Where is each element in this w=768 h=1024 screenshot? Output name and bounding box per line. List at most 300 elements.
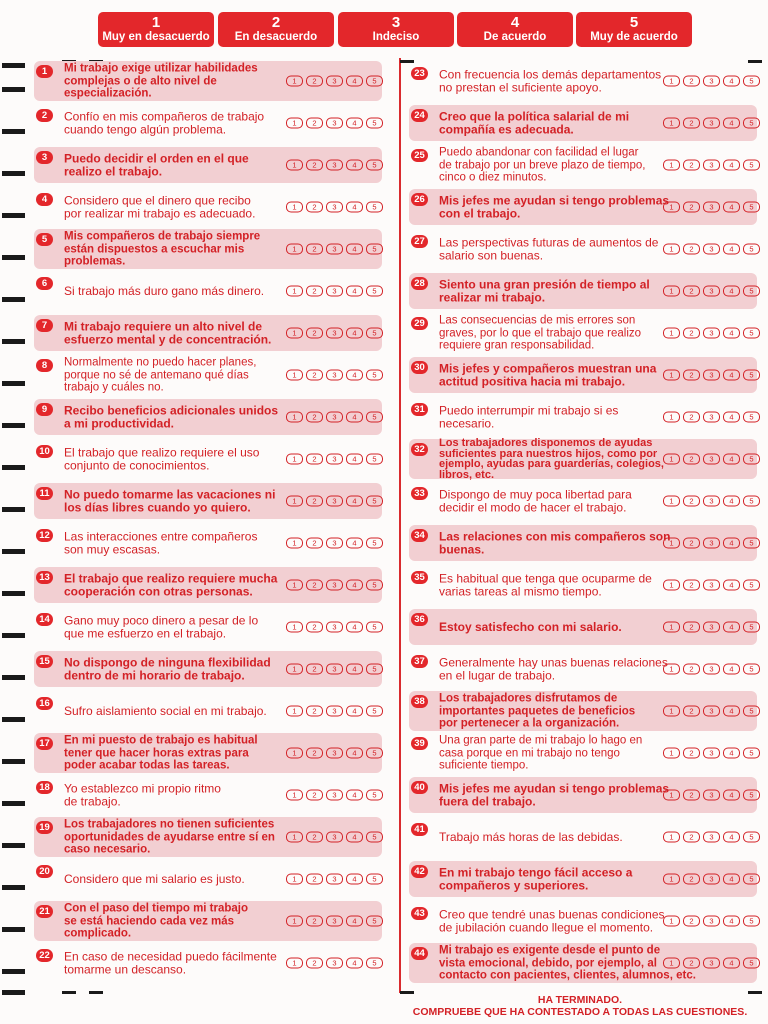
answer-bubble-5[interactable]: 5 [743, 370, 760, 381]
answer-bubble-5[interactable]: 5 [366, 874, 383, 885]
answer-bubble-group [286, 580, 383, 591]
answer-bubble-2[interactable]: 2 [683, 580, 700, 591]
answer-bubble-1[interactable]: 1 [663, 706, 680, 717]
question-text [439, 69, 661, 94]
answer-bubble-3[interactable]: 3 [326, 748, 343, 759]
answer-bubble-2[interactable]: 2 [683, 370, 700, 381]
answer-bubble-1[interactable]: 1 [286, 118, 303, 129]
answer-bubble-4[interactable]: 4 [346, 454, 363, 465]
answer-bubble-1[interactable]: 1 [286, 244, 303, 255]
answer-bubble-2[interactable]: 2 [683, 202, 700, 213]
answer-bubble-3[interactable]: 3 [703, 958, 720, 969]
answer-bubble-group [663, 202, 760, 213]
answer-bubble-3[interactable]: 3 [326, 790, 343, 801]
question-row [409, 733, 757, 773]
answer-bubble-2[interactable]: 2 [306, 370, 323, 381]
answer-bubble-1[interactable]: 1 [663, 454, 680, 465]
answer-bubble-2[interactable]: 2 [306, 664, 323, 675]
answer-bubble-5[interactable]: 5 [366, 664, 383, 675]
question-text-line: Mi trabajo requiere un alto nivel de [64, 319, 263, 334]
answer-bubble-1[interactable]: 1 [286, 832, 303, 843]
answer-bubble-4[interactable]: 4 [346, 370, 363, 381]
answer-bubble-1[interactable]: 1 [286, 160, 303, 171]
answer-bubble-4[interactable]: 4 [346, 202, 363, 213]
answer-bubble-4[interactable]: 4 [346, 706, 363, 717]
answer-bubble-2[interactable]: 2 [683, 286, 700, 297]
timing-mark [2, 255, 25, 260]
timing-mark [2, 990, 25, 995]
answer-bubble-2[interactable]: 2 [306, 286, 323, 297]
answer-bubble-5[interactable]: 5 [366, 622, 383, 633]
answer-bubble-5[interactable]: 5 [743, 748, 760, 759]
question-row [409, 903, 757, 939]
question-text-line: cooperación con otras personas. [64, 584, 253, 598]
answer-bubble-2[interactable]: 2 [306, 538, 323, 549]
question-text [64, 573, 282, 598]
answer-bubble-2[interactable]: 2 [683, 412, 700, 423]
answer-bubble-1[interactable]: 1 [286, 790, 303, 801]
timing-mark [2, 843, 25, 848]
answer-bubble-5[interactable]: 5 [366, 454, 383, 465]
answer-bubble-5[interactable]: 5 [366, 538, 383, 549]
question-text-line: Siento una gran presión de tiempo al [439, 277, 650, 292]
answer-bubble-group [663, 118, 760, 129]
answer-bubble-4[interactable]: 4 [346, 664, 363, 675]
answer-bubble-4[interactable]: 4 [723, 748, 740, 759]
answer-bubble-5[interactable]: 5 [743, 454, 760, 465]
answer-bubble-3[interactable]: 3 [326, 622, 343, 633]
question-row [409, 691, 757, 731]
question-text-line: conjunto de conocimientos. [64, 458, 210, 472]
question-text [64, 356, 282, 394]
answer-bubble-4[interactable]: 4 [346, 832, 363, 843]
question-text-line: Generalmente hay unas buenas relaciones [439, 655, 668, 670]
answer-bubble-3[interactable]: 3 [703, 832, 720, 843]
answer-bubble-3[interactable]: 3 [703, 538, 720, 549]
answer-bubble-4[interactable]: 4 [723, 370, 740, 381]
question-row [34, 189, 382, 225]
answer-bubble-3[interactable]: 3 [326, 706, 343, 717]
answer-bubble-2[interactable]: 2 [683, 328, 700, 339]
question-text-line: Los trabajadores disfrutamos de [439, 692, 618, 705]
answer-bubble-2[interactable]: 2 [683, 118, 700, 129]
answer-bubble-2[interactable]: 2 [683, 916, 700, 927]
answer-bubble-5[interactable]: 5 [743, 244, 760, 255]
answer-bubble-5[interactable]: 5 [743, 622, 760, 633]
answer-bubble-2[interactable]: 2 [306, 76, 323, 87]
answer-bubble-5[interactable]: 5 [743, 664, 760, 675]
answer-bubble-group [663, 706, 760, 717]
answer-bubble-4[interactable]: 4 [723, 580, 740, 591]
answer-bubble-2[interactable]: 2 [683, 706, 700, 717]
answer-bubble-2[interactable]: 2 [306, 328, 323, 339]
answer-bubble-1[interactable]: 1 [286, 202, 303, 213]
answer-bubble-3[interactable]: 3 [326, 370, 343, 381]
question-number-badge: 17 [36, 737, 53, 750]
answer-bubble-1[interactable]: 1 [286, 76, 303, 87]
answer-bubble-3[interactable]: 3 [703, 916, 720, 927]
timing-mark [2, 759, 25, 764]
answer-bubble-5[interactable]: 5 [366, 76, 383, 87]
question-number-badge: 22 [36, 949, 53, 962]
answer-bubble-4[interactable]: 4 [346, 580, 363, 591]
question-text-line: no prestan el suficiente apoyo. [439, 80, 602, 94]
answer-bubble-5[interactable]: 5 [743, 202, 760, 213]
answer-bubble-1[interactable]: 1 [286, 958, 303, 969]
answer-bubble-5[interactable]: 5 [743, 76, 760, 87]
answer-bubble-2[interactable]: 2 [683, 958, 700, 969]
question-text-line: Si trabajo más duro gano más dinero. [64, 283, 265, 298]
answer-bubble-5[interactable]: 5 [743, 958, 760, 969]
answer-bubble-1[interactable]: 1 [663, 328, 680, 339]
answer-bubble-group [663, 580, 760, 591]
answer-bubble-3[interactable]: 3 [703, 286, 720, 297]
answer-bubble-1[interactable]: 1 [286, 916, 303, 927]
answer-bubble-3[interactable]: 3 [703, 370, 720, 381]
answer-bubble-group [286, 412, 383, 423]
answer-bubble-5[interactable]: 5 [366, 370, 383, 381]
answer-bubble-4[interactable]: 4 [723, 454, 740, 465]
answer-bubble-5[interactable]: 5 [743, 916, 760, 927]
answer-bubble-1[interactable]: 1 [663, 244, 680, 255]
answer-bubble-3[interactable]: 3 [326, 664, 343, 675]
answer-bubble-2[interactable]: 2 [683, 748, 700, 759]
answer-bubble-5[interactable]: 5 [743, 790, 760, 801]
answer-bubble-1[interactable]: 1 [286, 874, 303, 885]
answer-bubble-4[interactable]: 4 [723, 664, 740, 675]
answer-bubble-5[interactable]: 5 [743, 328, 760, 339]
answer-bubble-2[interactable]: 2 [306, 202, 323, 213]
answer-bubble-4[interactable]: 4 [346, 118, 363, 129]
answer-bubble-3[interactable]: 3 [326, 454, 343, 465]
answer-bubble-4[interactable]: 4 [723, 496, 740, 507]
answer-bubble-2[interactable]: 2 [683, 244, 700, 255]
answer-bubble-2[interactable]: 2 [306, 244, 323, 255]
answer-bubble-group [663, 538, 760, 549]
question-text-line: por pertenecer a la organización. [439, 717, 620, 730]
answer-bubble-3[interactable]: 3 [326, 202, 343, 213]
question-text-line: No dispongo de ninguna flexibilidad [64, 655, 271, 670]
answer-bubble-1[interactable]: 1 [663, 580, 680, 591]
answer-bubble-5[interactable]: 5 [366, 916, 383, 927]
question-row [34, 567, 382, 603]
scale-label: De acuerdo [483, 31, 547, 43]
answer-bubble-1[interactable]: 1 [663, 286, 680, 297]
answer-bubble-1[interactable]: 1 [663, 748, 680, 759]
answer-bubble-3[interactable]: 3 [703, 412, 720, 423]
timing-mark [2, 633, 25, 638]
answer-bubble-5[interactable]: 5 [366, 286, 383, 297]
answer-bubble-1[interactable]: 1 [286, 580, 303, 591]
answer-bubble-1[interactable]: 1 [286, 622, 303, 633]
answer-bubble-4[interactable]: 4 [346, 958, 363, 969]
question-text [439, 193, 670, 220]
answer-bubble-5[interactable]: 5 [743, 118, 760, 129]
answer-bubble-4[interactable]: 4 [346, 496, 363, 507]
answer-bubble-1[interactable]: 1 [663, 664, 680, 675]
answer-bubble-2[interactable]: 2 [306, 790, 323, 801]
scale-number: 2 [271, 14, 281, 31]
question-text-line: compañeros y superiores. [439, 878, 589, 892]
answer-bubble-2[interactable]: 2 [683, 76, 700, 87]
answer-bubble-3[interactable]: 3 [326, 538, 343, 549]
question-text-line: dentro de mi horario de trabajo. [64, 668, 245, 682]
question-text-line: Estoy satisfecho con mi salario. [439, 619, 622, 634]
answer-bubble-2[interactable]: 2 [306, 496, 323, 507]
answer-bubble-5[interactable]: 5 [366, 790, 383, 801]
answer-bubble-1[interactable]: 1 [286, 370, 303, 381]
answer-bubble-2[interactable]: 2 [683, 160, 700, 171]
answer-bubble-group [286, 706, 383, 717]
answer-bubble-group [663, 958, 760, 969]
answer-bubble-4[interactable]: 4 [346, 328, 363, 339]
question-row [34, 693, 382, 729]
answer-bubble-3[interactable]: 3 [703, 454, 720, 465]
answer-bubble-1[interactable]: 1 [663, 496, 680, 507]
answer-bubble-4[interactable]: 4 [723, 916, 740, 927]
answer-bubble-3[interactable]: 3 [703, 664, 720, 675]
answer-bubble-1[interactable]: 1 [663, 538, 680, 549]
answer-bubble-1[interactable]: 1 [663, 76, 680, 87]
question-text [439, 237, 661, 262]
answer-bubble-5[interactable]: 5 [743, 538, 760, 549]
answer-bubble-1[interactable]: 1 [663, 916, 680, 927]
answer-bubble-4[interactable]: 4 [346, 874, 363, 885]
answer-bubble-5[interactable]: 5 [743, 580, 760, 591]
answer-bubble-5[interactable]: 5 [366, 160, 383, 171]
answer-bubble-1[interactable]: 1 [286, 286, 303, 297]
answer-bubble-2[interactable]: 2 [683, 874, 700, 885]
answer-bubble-2[interactable]: 2 [683, 454, 700, 465]
question-text-line: Mis jefes y compañeros muestran una [439, 361, 657, 376]
answer-bubble-group [286, 832, 383, 843]
question-text [64, 615, 282, 640]
timing-mark [2, 129, 25, 134]
answer-bubble-2[interactable]: 2 [306, 118, 323, 129]
answer-bubble-4[interactable]: 4 [346, 412, 363, 423]
answer-bubble-3[interactable]: 3 [703, 328, 720, 339]
answer-bubble-3[interactable]: 3 [326, 580, 343, 591]
answer-bubble-group [663, 622, 760, 633]
answer-bubble-5[interactable]: 5 [366, 958, 383, 969]
answer-bubble-5[interactable]: 5 [743, 496, 760, 507]
answer-bubble-1[interactable]: 1 [663, 118, 680, 129]
answer-bubble-5[interactable]: 5 [366, 202, 383, 213]
answer-bubble-1[interactable]: 1 [663, 874, 680, 885]
question-text [439, 944, 696, 982]
question-text-line: Trabajo más horas de las debidas. [439, 829, 623, 844]
timing-mark [62, 991, 76, 994]
answer-bubble-4[interactable]: 4 [723, 958, 740, 969]
answer-bubble-5[interactable]: 5 [366, 496, 383, 507]
answer-bubble-4[interactable]: 4 [723, 412, 740, 423]
answer-bubble-2[interactable]: 2 [306, 874, 323, 885]
question-text-line: realizo el trabajo. [64, 164, 163, 178]
answer-bubble-3[interactable]: 3 [703, 244, 720, 255]
answer-bubble-1[interactable]: 1 [286, 538, 303, 549]
answer-bubble-2[interactable]: 2 [306, 580, 323, 591]
answer-bubble-4[interactable]: 4 [346, 244, 363, 255]
answer-bubble-4[interactable]: 4 [346, 622, 363, 633]
answer-bubble-5[interactable]: 5 [743, 706, 760, 717]
answer-bubble-3[interactable]: 3 [703, 580, 720, 591]
answer-bubble-4[interactable]: 4 [723, 286, 740, 297]
answer-bubble-1[interactable]: 1 [663, 832, 680, 843]
answer-bubble-1[interactable]: 1 [286, 496, 303, 507]
answer-bubble-2[interactable]: 2 [683, 622, 700, 633]
question-number-badge: 25 [411, 149, 428, 162]
question-text-line: En mi puesto de trabajo es habitual [64, 734, 258, 747]
scale-option-3 [338, 12, 454, 47]
answer-bubble-4[interactable]: 4 [723, 244, 740, 255]
answer-bubble-2[interactable]: 2 [683, 496, 700, 507]
answer-bubble-2[interactable]: 2 [306, 916, 323, 927]
answer-bubble-3[interactable]: 3 [326, 118, 343, 129]
question-number-badge: 37 [411, 655, 428, 668]
answer-bubble-5[interactable]: 5 [366, 412, 383, 423]
answer-bubble-2[interactable]: 2 [683, 538, 700, 549]
answer-bubble-4[interactable]: 4 [346, 76, 363, 87]
question-text-line: de trabajo. [64, 794, 121, 808]
question-row [34, 441, 382, 477]
question-row [409, 439, 757, 479]
answer-bubble-3[interactable]: 3 [703, 76, 720, 87]
answer-bubble-group [663, 832, 760, 843]
answer-bubble-4[interactable]: 4 [723, 202, 740, 213]
question-text [64, 951, 282, 976]
answer-bubble-3[interactable]: 3 [326, 832, 343, 843]
answer-bubble-4[interactable]: 4 [723, 76, 740, 87]
question-text [439, 655, 668, 682]
answer-bubble-5[interactable]: 5 [743, 874, 760, 885]
answer-bubble-5[interactable]: 5 [743, 412, 760, 423]
answer-bubble-1[interactable]: 1 [663, 412, 680, 423]
answer-bubble-4[interactable]: 4 [723, 832, 740, 843]
answer-bubble-2[interactable]: 2 [683, 664, 700, 675]
answer-bubble-5[interactable]: 5 [366, 580, 383, 591]
answer-bubble-3[interactable]: 3 [326, 958, 343, 969]
timing-mark [2, 885, 25, 890]
answer-bubble-3[interactable]: 3 [703, 496, 720, 507]
answer-bubble-5[interactable]: 5 [743, 160, 760, 171]
answer-bubble-1[interactable]: 1 [663, 160, 680, 171]
question-text-line: Confío en mis compañeros de trabajo [64, 109, 265, 124]
answer-bubble-2[interactable]: 2 [306, 832, 323, 843]
question-number-badge: 3 [36, 151, 53, 164]
answer-bubble-1[interactable]: 1 [286, 664, 303, 675]
answer-bubble-5[interactable]: 5 [366, 244, 383, 255]
answer-bubble-5[interactable]: 5 [366, 706, 383, 717]
answer-bubble-5[interactable]: 5 [366, 118, 383, 129]
answer-bubble-4[interactable]: 4 [346, 538, 363, 549]
answer-bubble-4[interactable]: 4 [723, 538, 740, 549]
answer-bubble-3[interactable]: 3 [326, 916, 343, 927]
question-text [439, 781, 670, 808]
answer-bubble-5[interactable]: 5 [366, 328, 383, 339]
question-row [34, 399, 382, 435]
answer-bubble-2[interactable]: 2 [306, 412, 323, 423]
answer-bubble-3[interactable]: 3 [703, 874, 720, 885]
answer-bubble-group [663, 916, 760, 927]
answer-bubble-4[interactable]: 4 [346, 286, 363, 297]
answer-bubble-group [663, 76, 760, 87]
answer-bubble-3[interactable]: 3 [703, 202, 720, 213]
answer-bubble-3[interactable]: 3 [703, 160, 720, 171]
timing-mark [2, 801, 25, 806]
question-number-badge: 24 [411, 109, 428, 122]
answer-bubble-1[interactable]: 1 [663, 790, 680, 801]
answer-bubble-2[interactable]: 2 [306, 454, 323, 465]
answer-bubble-1[interactable]: 1 [286, 706, 303, 717]
answer-bubble-2[interactable]: 2 [683, 832, 700, 843]
answer-bubble-1[interactable]: 1 [663, 202, 680, 213]
question-text [439, 621, 661, 634]
answer-bubble-4[interactable]: 4 [346, 916, 363, 927]
answer-bubble-4[interactable]: 4 [723, 328, 740, 339]
answer-bubble-3[interactable]: 3 [326, 244, 343, 255]
answer-bubble-2[interactable]: 2 [306, 160, 323, 171]
answer-bubble-4[interactable]: 4 [346, 790, 363, 801]
question-text [64, 153, 282, 178]
question-text-line: Con frecuencia los demás departamentos [439, 67, 662, 82]
answer-bubble-3[interactable]: 3 [326, 160, 343, 171]
answer-bubble-1[interactable]: 1 [286, 454, 303, 465]
question-text-line: El trabajo que realizo requiere el uso [64, 445, 260, 460]
answer-bubble-3[interactable]: 3 [326, 286, 343, 297]
answer-bubble-5[interactable]: 5 [743, 832, 760, 843]
answer-bubble-5[interactable]: 5 [743, 286, 760, 297]
answer-bubble-3[interactable]: 3 [703, 790, 720, 801]
answer-bubble-4[interactable]: 4 [723, 790, 740, 801]
answer-bubble-2[interactable]: 2 [306, 748, 323, 759]
answer-bubble-1[interactable]: 1 [286, 328, 303, 339]
answer-bubble-3[interactable]: 3 [703, 748, 720, 759]
answer-bubble-4[interactable]: 4 [723, 622, 740, 633]
answer-bubble-4[interactable]: 4 [723, 118, 740, 129]
answer-bubble-2[interactable]: 2 [306, 958, 323, 969]
question-number-badge: 5 [36, 233, 53, 246]
answer-bubble-5[interactable]: 5 [366, 748, 383, 759]
answer-bubble-4[interactable]: 4 [346, 160, 363, 171]
answer-bubble-3[interactable]: 3 [326, 412, 343, 423]
answer-bubble-3[interactable]: 3 [703, 706, 720, 717]
answer-bubble-group [286, 664, 383, 675]
answer-bubble-2[interactable]: 2 [306, 706, 323, 717]
answer-bubble-3[interactable]: 3 [326, 328, 343, 339]
question-text-line: poder acabar todas las tareas. [64, 759, 230, 772]
answer-bubble-4[interactable]: 4 [346, 748, 363, 759]
answer-bubble-1[interactable]: 1 [663, 370, 680, 381]
answer-bubble-3[interactable]: 3 [326, 874, 343, 885]
answer-bubble-3[interactable]: 3 [326, 76, 343, 87]
answer-bubble-3[interactable]: 3 [703, 622, 720, 633]
question-text-line: Puedo decidir el orden en el que [64, 151, 249, 166]
answer-bubble-4[interactable]: 4 [723, 874, 740, 885]
answer-bubble-4[interactable]: 4 [723, 706, 740, 717]
answer-bubble-5[interactable]: 5 [366, 832, 383, 843]
timing-mark [2, 507, 25, 512]
answer-bubble-2[interactable]: 2 [306, 622, 323, 633]
question-row [409, 483, 757, 519]
answer-bubble-1[interactable]: 1 [286, 412, 303, 423]
answer-bubble-1[interactable]: 1 [663, 958, 680, 969]
answer-bubble-1[interactable]: 1 [663, 622, 680, 633]
answer-bubble-3[interactable]: 3 [703, 118, 720, 129]
answer-bubble-1[interactable]: 1 [286, 748, 303, 759]
answer-bubble-2[interactable]: 2 [683, 790, 700, 801]
answer-bubble-4[interactable]: 4 [723, 160, 740, 171]
answer-bubble-3[interactable]: 3 [326, 496, 343, 507]
